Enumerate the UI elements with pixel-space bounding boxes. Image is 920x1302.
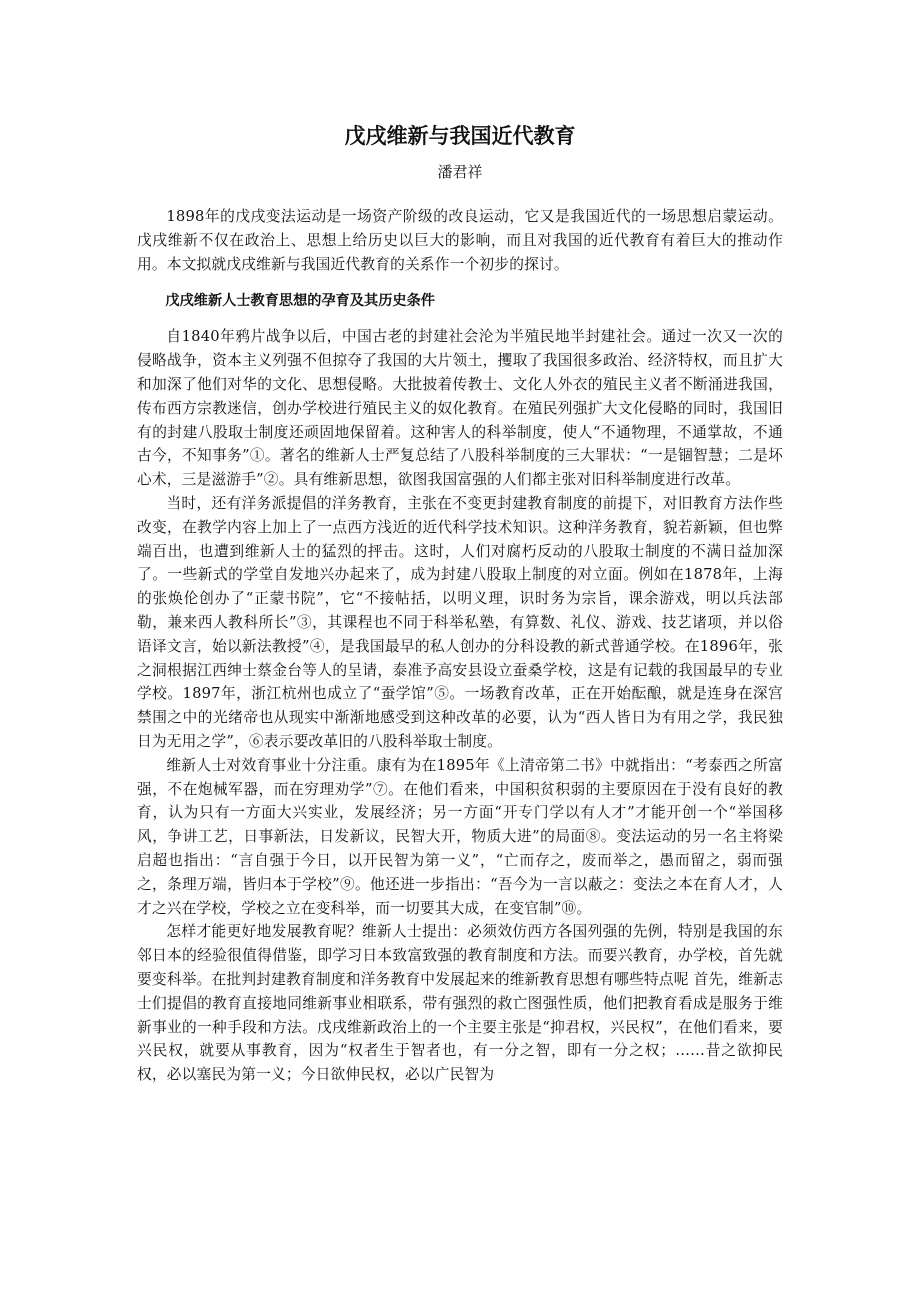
document-title: 戊戌维新与我国近代教育 bbox=[344, 124, 576, 148]
intro-paragraph: 1898年的戊戌变法运动是一场资产阶级的改良运动，它又是我国近代的一场思想启蒙运动。戊戌维新不仅在政治上、思想上给历史以巨大的影响，而且对我国的近代教育有着巨大的推动作用。本文拟就戊戌维新与我国近代教育的关系作一个初步的探讨。 bbox=[137, 208, 783, 273]
body-paragraph: 怎样才能更好地发展教育呢？维新人士提出：必须效仿西方各国列强的先例，特别是我国的东邻日本的经验很值得借鉴，即学习日本致富致强的教育制度和方法。而要兴教育，办学校，首先就要变科举。在批判封建教育制度和洋务教育中发展起来的维新教育思想有哪些特点呢 首先，维新志士们提倡的教育直接地同维新事业相联系，带有强烈的救亡图强性质，他们把教育看成是服务于维新事业的一种手段和方法。戊戌维新政治上的一个主要主张是“抑君权，兴民权”，在他们看来，要兴民权，就要从事教育，因为“权者生于智者也，有一分之智，即有一分之权；……昔之欲抑民权，必以塞民为第一义；今日欲伸民权，必以广民智为 bbox=[137, 923, 783, 1084]
document-page bbox=[137, 118, 783, 1087]
body-paragraph: 维新人士对效育事业十分注重。康有为在1895年《上清帝第二书》中就指出：“考泰西之所富强，不在炮械军器，而在穷理劝学”⑦。在他们看来，中国积贫积弱的主要原因在于没有良好的教育，认为只有一方面大兴实业，发展经济；另一方面“开专门学以有人才”才能开创一个“举国移风，争讲工艺，日事新法，日发新议，民智大开，物质大进”的局面⑧。变法运动的另一名主将梁启超也指出：“言自强于今日，以开民智为第一义”，“亡而存之，废而举之，愚而留之，弱而强之，条理万端，皆归本于学校”⑨。他还进一步指出：“吾今为一言以蔽之：变法之本在育人才，人才之兴在学校，学校之立在变科举，而一切要其大成，在变官制”⑩。 bbox=[137, 756, 783, 917]
body-paragraph: 当时，还有洋务派提倡的洋务教育，主张在不变更封建教育制度的前提下，对旧教育方法作些改变，在教学内容上加上了一点西方浅近的近代科学技术知识。这种洋务教育，貌若新颖，但也弊端百出，也遭到维新人士的猛烈的抨击。这时，人们对腐朽反动的八股取士制度的不满日益加深了。一些新式的学堂自发地兴办起来了，成为封建八股取上制度的对立面。例如在1878年，上海的张焕伦创办了“正蒙书院”，它“不接帖括，以明义理，识时务为宗旨，课余游戏，明以兵法部勒，兼来西人教科所长”③，其课程也不同于科举私塾，有算数、礼仪、游戏、技艺诸项，并以俗语译文言，始以新法教授”④，是我国最早的私人创办的分科设教的新式普通学校。在1896年，张之洞根据江西绅士蔡金台等人的呈请，泰准予高安县设立蚕桑学校，这是有记载的我国最早的专业学校。1897年，浙江杭州也成立了“蚕学馆”⑤。一场教育改革，正在开始酝酿，就是连身在深宫禁围之中的光绪帝也从现实中渐渐地感受到这种改革的必要，认为“西人皆日为有用之学，我民独日为无用之学”，⑥表示要改革旧的八股科举取士制度。 bbox=[137, 494, 783, 750]
author-name: 潘君祥 bbox=[437, 163, 483, 181]
section-heading: 戊戌维新人士教育思想的孕育及其历史条件 bbox=[165, 293, 435, 310]
body-paragraph: 自1840年鸦片战争以后，中国古老的封建社会沦为半殖民地半封建社会。通过一次又一次的侵略战争，资本主义列强不但掠夺了我国的大片领土，攫取了我国很多政治、经济特权，而且扩大和加深了他们对华的文化、思想侵略。大批披着传教士、文化人外衣的殖民主义者不断涌进我国，传布西方宗教迷信，创办学校进行殖民主义的奴化教育。在殖民列强扩大文化侵略的同时，我国旧有的封建八股取士制度还顽固地保留着。这种害人的科举制度，使人“不通物理，不通掌故，不通古今，不知事务”①。著名的维新人士严复总结了八股科举制度的三大罪状：“一是锢智慧；二是坏心术，三是滋游手”②。具有维新思想，欲图我国富强的人们都主张对旧科举制度进行改革。 bbox=[137, 328, 783, 489]
